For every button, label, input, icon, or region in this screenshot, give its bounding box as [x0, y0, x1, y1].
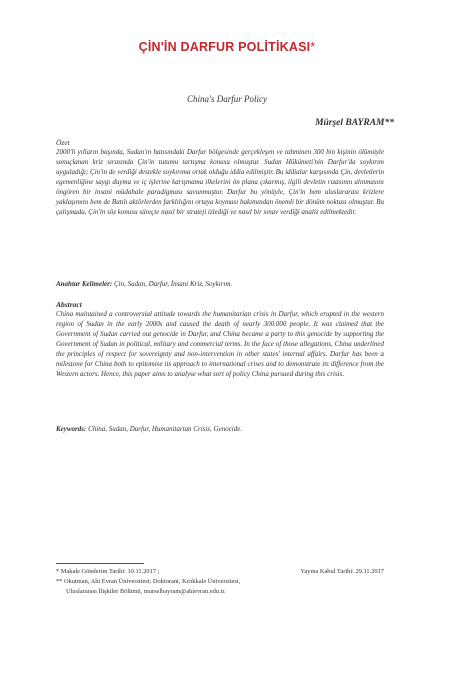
- anahtar-text: Çin, Sudan, Darfur, İnsani Kriz, Soykırım.: [113, 280, 233, 288]
- abstract-section: [56, 300, 384, 379]
- footnote-1-acceptance: Yayına Kabul Tarihi: 29.11.2017: [300, 568, 384, 575]
- ozet-section: [56, 138, 384, 217]
- footnote-1: [56, 567, 384, 577]
- footnote-2-line-2: Uluslararası İlişkiler Bölümü, murselbayram@ahievran.edu.tr.: [66, 588, 226, 595]
- title-text: ÇİN'İN DARFUR POLİTİKASI: [138, 40, 311, 54]
- abstract-text: China maintained a controversial attitude towards the humanitarian crisis in Darfur, which erupted in the western region of Sudan in the early 2000s and caused the death of nearly 300.000 people. It was claimed that the Government of Sudan carried out genocide in Darfur, and China became a party to this genocide by supporting the Government of Sudan in political, military and commercial terms. In the face of those allegations, China underlined the principles of respect for sovereignty and non-intervention in other states' internal affairs. Darfur has been a milestone for China both to epitomise its approach to international crises and to demonstrate its difference from the Western actors. Hence, this paper aims to analyse what sort of policy China pursued during this crisis.: [56, 310, 384, 378]
- title-footnote-mark: *: [310, 40, 316, 54]
- keywords-label: Keywords:: [56, 425, 87, 433]
- abstract-heading: Abstract: [56, 300, 82, 309]
- english-title: China's Darfur Policy: [187, 94, 267, 104]
- anahtar-label: Anahtar Kelimeler:: [56, 280, 113, 288]
- footnote-2-line-1: ** Okutman, Ahi Evran Üniversitesi; Doktorant, Kırıkkale Üniversitesi,: [56, 578, 241, 585]
- anahtar-kelimeler: [56, 279, 384, 289]
- ozet-heading: Özet: [56, 138, 70, 147]
- footnote-rule: [56, 563, 144, 564]
- keywords-text: China, Sudan, Darfur, Humanitarian Crisis, Genocide.: [88, 425, 243, 433]
- footnote-1-submission: * Makale Gönderim Tarihi: 10.11.2017 ;: [56, 568, 160, 575]
- footnotes: [56, 567, 384, 597]
- paper-title: [0, 40, 454, 54]
- ozet-text: 2000'li yılların başında, Sudan'ın batısındaki Darfur bölgesinde gerçekleşen ve tahminen 300 bin kişinin ölümüyle sonuçlanan kriz sırasında Çin'in tutumu tartışma konusu olmuştur. Sudan Hükümeti'nin Darfur'da soykırım uyguladığı; Çin'in de verdiği destekle soykırıma ortak olduğu iddia edilmiştir. Bu iddialar karşısında Çin, devletlerin egemenliğine saygı duyma ve iç işlerine karışmama ilkelerini ön plana çıkarmış, ilgili devletin rızasının alınmasını öngören bir insani müdahale paradigması savunmuştur. Darfur bu yönüyle, Çin'in hem uluslararası krizlere yaklaşımını hem de Batılı aktörlerden farklılığını ortaya koyması bakımından önemli bir dönüm noktası olmuştur. Bu çalışmada, Çin'in söz konusu süreçte nasıl bir strateji izlediği ve nasıl bir sınav verdiği analiz edilmektedir.: [56, 148, 384, 216]
- keywords: [56, 424, 384, 434]
- author-name: Mürşel BAYRAM**: [315, 118, 394, 128]
